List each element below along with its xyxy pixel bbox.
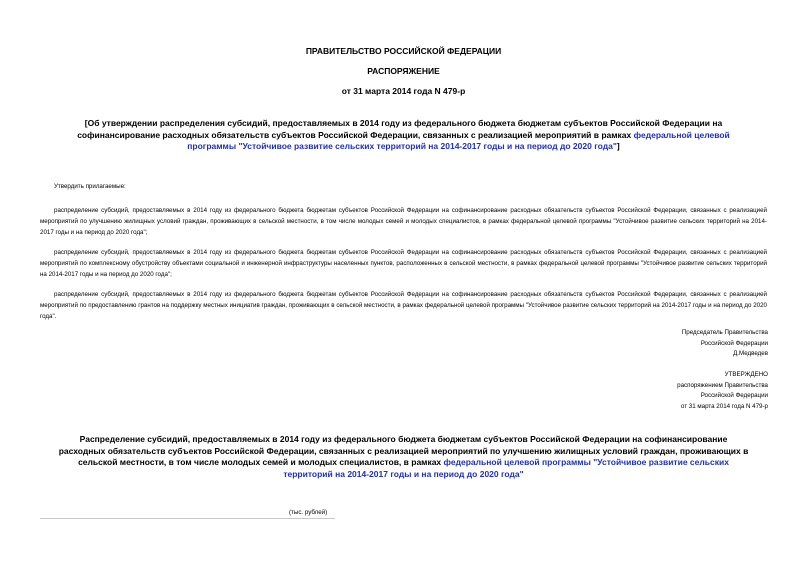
signature-block <box>560 328 768 360</box>
section-title <box>56 434 751 480</box>
table-top-rule <box>40 518 335 519</box>
program-link[interactable]: федеральной целевой программы "Устойчивое развитие сельских территорий на 2014-2017 годы и на период до 2020 года" <box>187 129 730 151</box>
government-heading: ПРАВИТЕЛЬСТВО РОССИЙСКОЙ ФЕДЕРАЦИИ <box>305 46 502 56</box>
document-title <box>56 118 751 153</box>
approved-line1: распоряжением Правительства <box>677 381 768 389</box>
approved-line3: от 31 марта 2014 года N 479-р <box>680 402 768 410</box>
signature-org: Российской Федерации <box>700 339 768 347</box>
approved-line2: Российской Федерации <box>700 392 768 399</box>
title-suffix: ] <box>616 141 620 151</box>
doc-type-heading: РАСПОРЯЖЕНИЕ <box>367 66 440 76</box>
signature-position: Председатель Правительства <box>681 329 768 336</box>
units-label: (тыс. рублей) <box>289 509 328 516</box>
approve-text: Утвердить прилагаемые: <box>54 183 126 190</box>
section-program-link[interactable]: федеральной целевой программы "Устойчивое развитие сельских территорий на 2014-2017 годы и на период до 2020 года" <box>283 457 729 479</box>
approved-label: УТВЕРЖДЕНО <box>724 371 768 378</box>
section-title-prefix: Распределение субсидий, предоставляемых в 2014 году из федерального бюджета бюджетам субъектов Российской Федерации на софинансирование расходных обязательств субъектов Российской Федерации, связанных с реализацией мероприятий по улучшению жилищных условий граждан, проживающих в сельской местности, в том числе молодых семей и молодых специалистов, в рамках <box>58 434 749 467</box>
approved-block <box>560 370 768 412</box>
list-item: распределение субсидий, предоставляемых в 2014 году из федерального бюджета бюджетам субъектов Российской Федерации на софинансирование расходных обязательств субъектов Российской Федерации, связанных с реализацией мероприятий по комплексному обустройству объектами социальной и инженерной инфраструктуры населенных пунктов, расположенных в сельской местности, в рамках федеральной целевой программы "Устойчивое развитие сельских территорий на 2014-2017 годы и на период до 2020 года"; <box>40 249 767 278</box>
date-number-heading: от 31 марта 2014 года N 479-р <box>341 86 466 96</box>
list-item: распределение субсидий, предоставляемых в 2014 году из федерального бюджета бюджетам субъектов Российской Федерации на софинансирование расходных обязательств субъектов Российской Федерации, связанных с реализацией мероприятий по предоставлению грантов на поддержку местных инициатив граждан, проживающих в сельской местности, в рамках федеральной целевой программы "Устойчивое развитие сельских территорий на 2014-2017 годы и на период до 2020 года". <box>40 291 767 320</box>
list-item: распределение субсидий, предоставляемых в 2014 году из федерального бюджета бюджетам субъектов Российской Федерации на софинансирование расходных обязательств субъектов Российской Федерации, связанных с реализацией мероприятий по улучшению жилищных условий граждан, проживающих в сельской местности, в том числе молодых семей и молодых специалистов, в рамках федеральной целевой программы "Устойчивое развитие сельских территорий на 2014-2017 годы и на период до 2020 года"; <box>40 207 767 236</box>
signature-name: Д.Медведев <box>733 350 768 357</box>
title-prefix: [Об утверждении распределения субсидий, предоставляемых в 2014 году из федерального бюджета бюджетам субъектов Российской Федерации на софинансирование расходных обязательств субъектов Российской Федерации, связанных с реализацией мероприятий в рамках <box>77 118 723 140</box>
